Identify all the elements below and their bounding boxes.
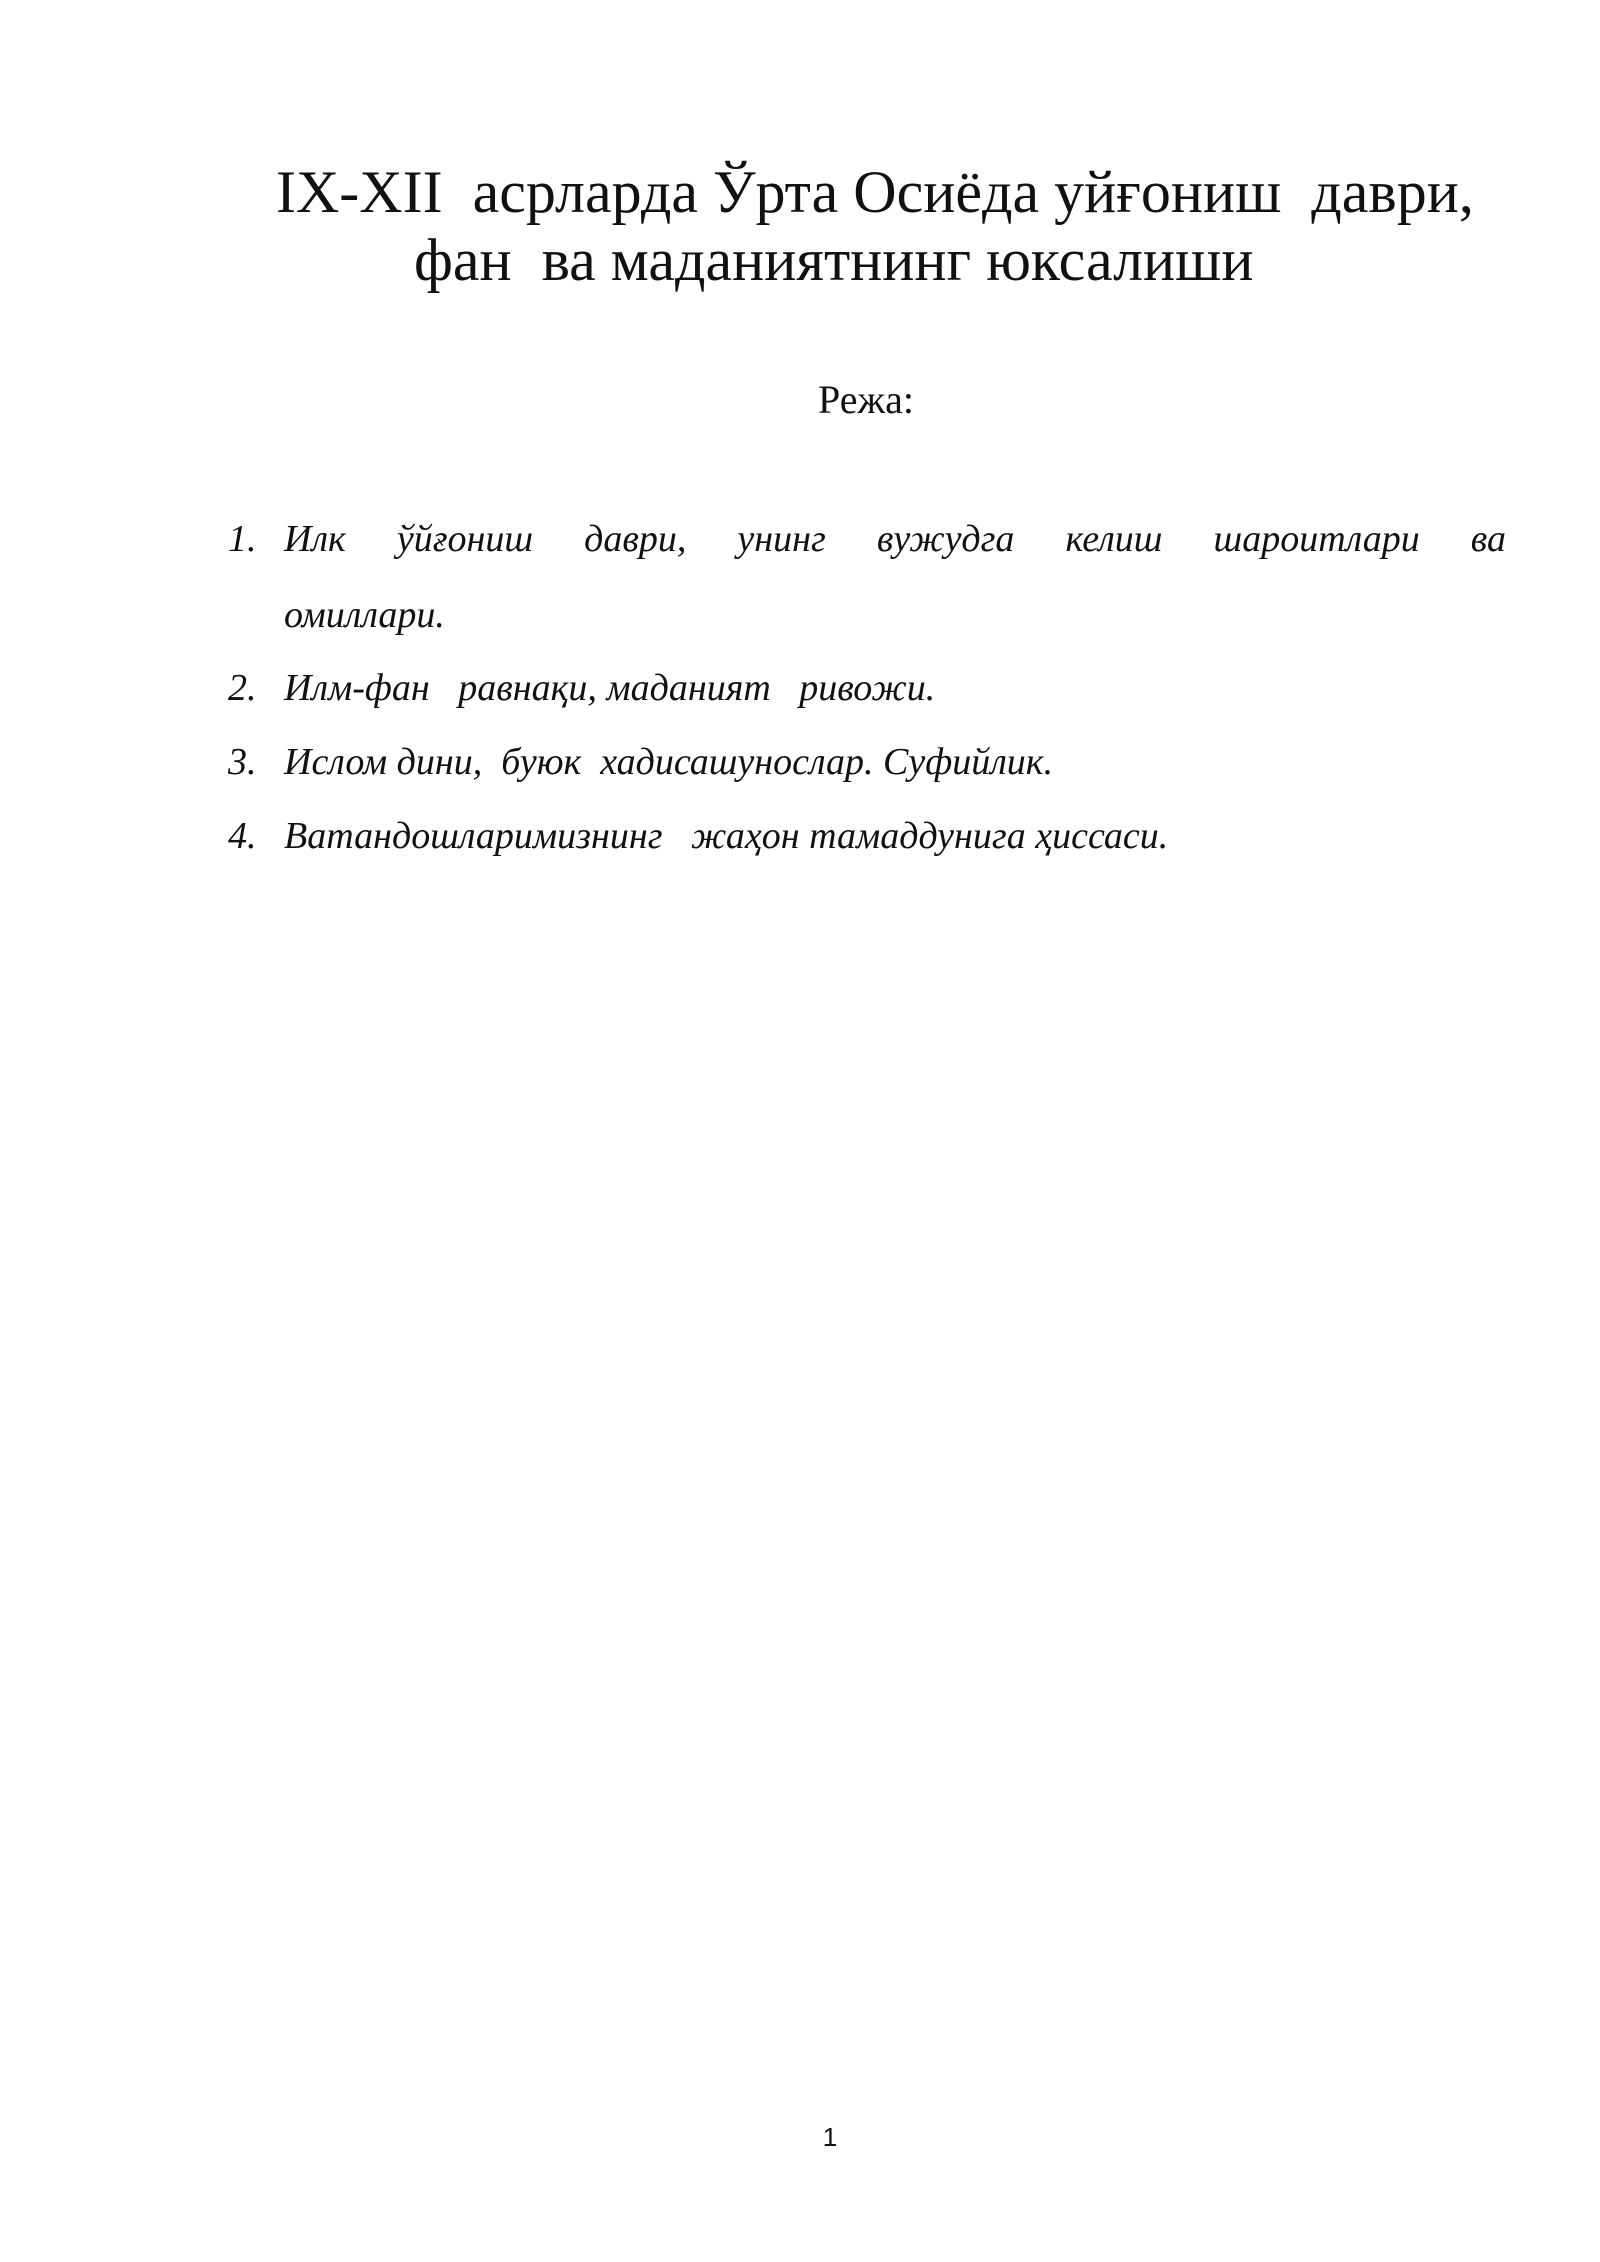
document-title-line-1: IX-XII асрларда Ўрта Осиёда уйғониш даври, — [276, 159, 1474, 225]
plan-item-text: Ислом дини, буюк хадисашунослар. Суфийлик. — [284, 741, 1054, 783]
plan-item-number: 3. — [228, 741, 257, 783]
plan-item-text: Илм-фан равнақи, маданият ривожи. — [284, 667, 936, 709]
plan-item-text-line-2: омиллари. — [284, 594, 445, 636]
plan-item-number: 4. — [228, 815, 257, 857]
page-number: 1 — [822, 2122, 838, 2152]
plan-heading: Режа: — [818, 377, 914, 422]
plan-item-number: 2. — [228, 667, 257, 709]
plan-item-text-line-1: Илк ўйғониш даври, унинг вужудга келиш шароитлари ва — [284, 518, 1506, 560]
plan-item-text: Ватандошларимизнинг жаҳон тамаддунига ҳиссаси. — [284, 815, 1169, 857]
document-title-line-2: фан ва маданиятнинг юксалиши — [414, 227, 1254, 293]
plan-item-number: 1. — [228, 518, 257, 560]
